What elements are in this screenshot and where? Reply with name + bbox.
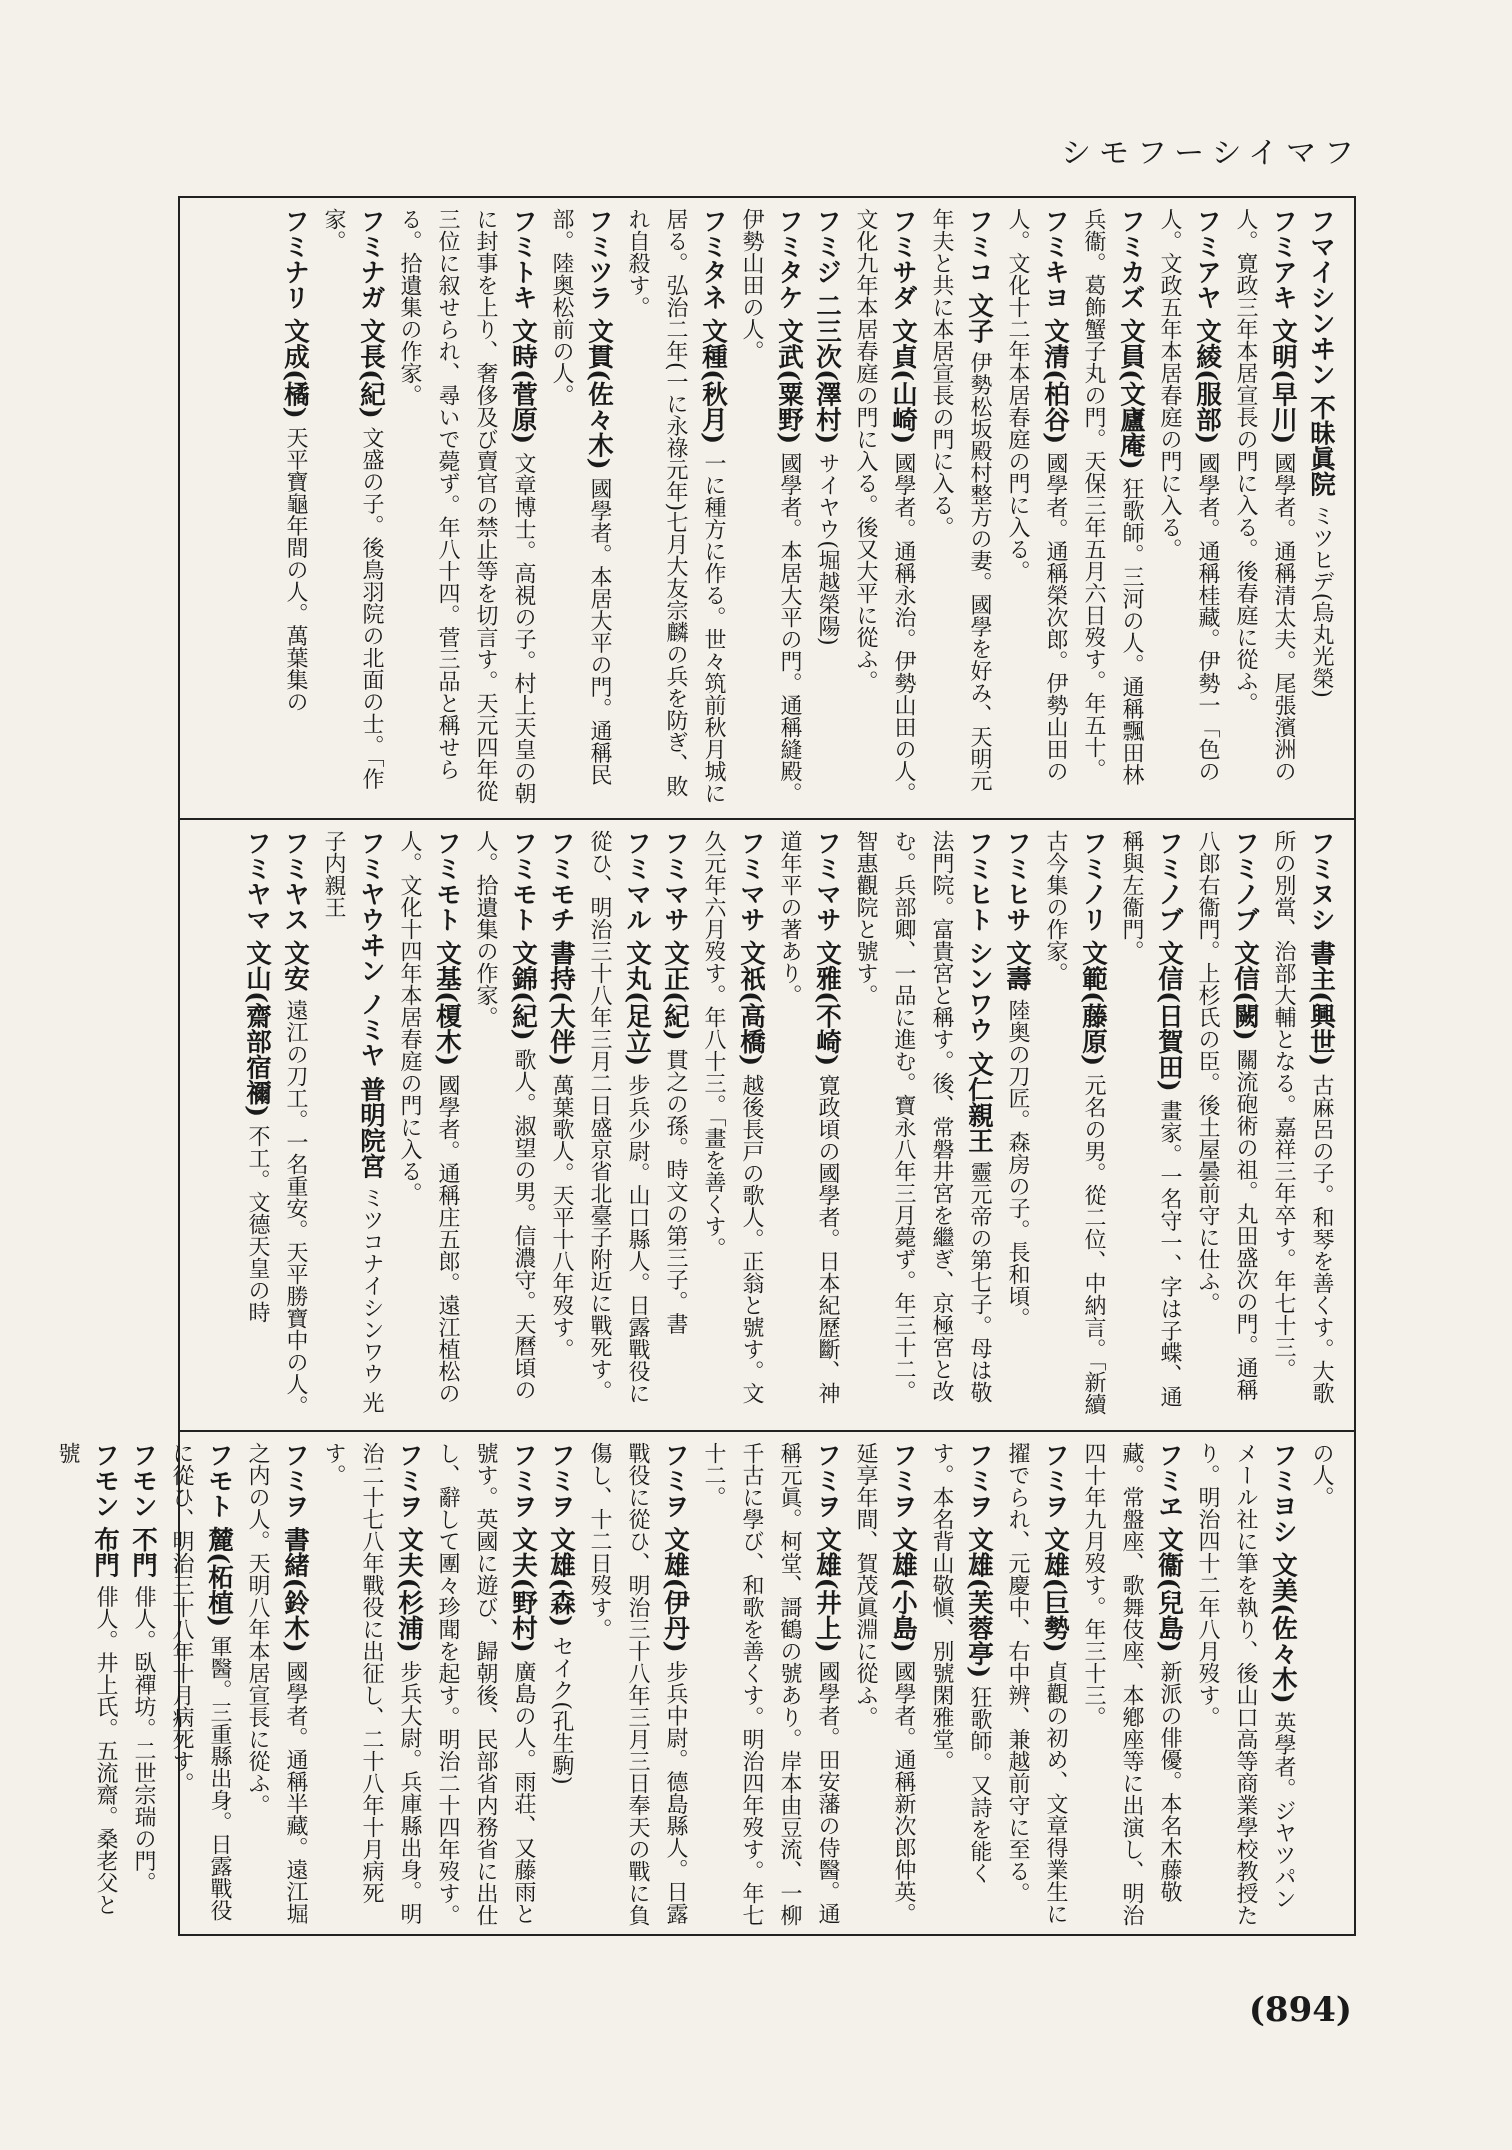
entry-name: 麓(柘植) (204, 1526, 234, 1628)
entry-description: 國學者。田安藩の侍醫。通稱元眞。柯堂、謌鶴の號あり。岸本由豆流、一柳千古に學び、和歌を善くす。明治四年歿す。年七十二。 (701, 1442, 840, 1926)
entry-name: 文貞(山崎) (888, 318, 918, 445)
entry-description: 畫家。一名守一、字は子蝶、通稱與左衞門。 (1119, 830, 1182, 1408)
entry-headword: フミヲ (280, 1442, 310, 1519)
entry-headword: フマイシンヰン (1306, 208, 1336, 387)
entry-headword: フミモト (508, 830, 538, 932)
entry-description: 國學者。本居大平の門。通稱民部。陸奥松前の人。 (549, 208, 612, 786)
entry-name: 文種(秋月) (698, 318, 728, 445)
entry-name: 文成(橘) (280, 318, 310, 419)
dictionary-entry (1226, 208, 1302, 806)
entry-headword: フミノブ (1154, 830, 1184, 932)
entry-headword: フミマル (622, 830, 652, 932)
entry-name: 文雄(伊丹) (660, 1526, 690, 1653)
entry-headword: フモン (90, 1442, 120, 1519)
dictionary-entry (1074, 208, 1150, 806)
entry-description: 國學者。通稱桂藏。伊勢一「色の人。文政五年本居春庭の門に入る。 (1157, 208, 1220, 783)
entry-name: 書主(興世) (1306, 940, 1336, 1067)
entry-description: 國學者。通稱新次郎仲英。延享年間、賀茂眞淵に從ふ。 (853, 1442, 916, 1925)
entry-description: 俳人。井上氏。五流齋。桑老父と號 (55, 1442, 118, 1916)
entry-description: ミツコナイシンワウ 光子内親王 (321, 830, 384, 1414)
entry-headword: フミモト (432, 830, 462, 932)
entry-description: 文盛の子。後鳥羽院の北面の士。「作家。 (321, 208, 384, 790)
dictionary-entry (1188, 1442, 1302, 1926)
entry-headword: フミヲ (546, 1442, 576, 1519)
dictionary-entry (808, 208, 846, 806)
entry-name: 文明(早川) (1268, 318, 1298, 445)
dictionary-entry (314, 830, 390, 1418)
dictionary-entry (276, 830, 314, 1418)
dictionary-entry (276, 208, 314, 806)
entry-description: 寛政頃の國學者。日本紀歷斷、神道年平の著あり。 (777, 830, 840, 1405)
entry-description: 萬葉歌人。天平十八年歿す。 (549, 1074, 574, 1361)
entry-name: 文信(日賀田) (1154, 940, 1184, 1092)
entry-headword: フミサダ (888, 208, 918, 310)
entry-description: 靈元帝の第七子。母は敬法門院。富貴宮と稱す。後、常磐井宮を繼ぎ、京極宮と改む。兵部卿、一品に進む。寶永八年三月薨ず。年三十二。智惠觀院と號す。 (853, 830, 992, 1404)
entry-headword: フミモチ (546, 830, 576, 932)
dictionary-entry (618, 208, 732, 806)
entry-headword: フモン (128, 1442, 158, 1519)
entry-name: 文祇(高橋) (736, 940, 766, 1067)
entry-name: 文時(菅原) (508, 318, 538, 445)
entry-headword: フミジ (812, 208, 842, 285)
dictionary-frame (55, 196, 1356, 1936)
entry-description: 英學者。ジヤツパンメール社に筆を執り、後山口高等商業學校教授たり。明治四十二年八月歿す。 (1195, 1442, 1296, 1926)
entry-headword: フミアヤ (1192, 208, 1222, 310)
entry-name: 文基(榎木) (432, 940, 462, 1067)
entry-headword: フミヤウヰン (356, 830, 386, 983)
entry-name: 文清(柏谷) (1040, 318, 1070, 445)
entry-headword: フミカズ (1116, 208, 1146, 310)
entry-description: 軍醫。三重縣出身。日露戰役に從ひ、明治三十八年十月病死す。 (169, 1442, 232, 1922)
entry-description: サイヤウ(堀越榮陽) (815, 452, 840, 646)
entry-name: 文山(齋部宿禰) (242, 940, 272, 1118)
dictionary-entry (998, 208, 1074, 806)
entry-name: 文美(佐々木) (1268, 1552, 1298, 1704)
entry-description: 狂歌師。三河の人。通稱飄田林兵衞。葛飾蟹子丸の門。天保三年五月六日歿す。年五十。 (1081, 208, 1144, 786)
dictionary-entry (1188, 830, 1264, 1418)
dictionary-entry (846, 830, 998, 1418)
entry-description: 越後長戸の歌人。正翁と號す。文久元年六月歿す。年八十三。「畫を善くす。 (701, 830, 764, 1405)
entry-description: 元名の男。從二位、中納言。「新續古今集の作家。 (1043, 830, 1106, 1416)
entry-description: 廣島の人。雨荘、又藤雨と號す。英國に遊び、歸朝後、民部省内務省に出仕し、辭して團々珍聞を起す。明治二十四年歿す。 (435, 1442, 536, 1926)
entry-headword: フミヤス (280, 830, 310, 932)
entry-name: 文範(藤原) (1078, 940, 1108, 1067)
entry-headword: フミヲ (394, 1442, 424, 1519)
entry-description: 國學者。本居大平の門。通稱縫殿。伊勢山田の人。 (739, 208, 802, 805)
entry-name: 文安 (280, 940, 310, 992)
entry-name: 文夫(野村) (508, 1526, 538, 1653)
entry-description: セイク(孔生駒) (549, 1635, 574, 1785)
entry-name: 布門 (90, 1526, 120, 1578)
entry-headword: フミナリ (280, 208, 310, 310)
entry-description: 文章博士。高視の子。村上天皇の朝に封事を上り、奢侈及び賣官の禁止等を切言す。天元四年從三位に叙せられ、尋いで薨ず。年八十四。菅三品と稱せらる。拾遺集の作家。 (397, 208, 536, 805)
running-header: シモフーシイマフ (1061, 136, 1362, 171)
entry-name: 不門 (128, 1526, 158, 1578)
dictionary-entry (770, 830, 846, 1418)
dictionary-entry (580, 1442, 694, 1926)
entry-description: 天平寶龜年間の人。萬葉集の (283, 426, 308, 713)
dictionary-entry (1302, 1442, 1340, 1926)
entry-headword: フモト (204, 1442, 234, 1519)
entry-description: 國學者。通稱半藏。遠江堀之内の人。天明八年本居宣長に從ふ。 (245, 1442, 308, 1925)
entry-description: 步兵少尉。山口縣人。日露戰役に從ひ、明治三十八年三月二日盛京省北臺子附近に戰死す。 (587, 830, 650, 1405)
dictionary-entry (1074, 1442, 1188, 1926)
entry-headword: フミタネ (698, 208, 728, 310)
entry-description: 關流砲術の祖。丸田盛次の門。通稱八郎右衞門。上杉氏の臣。後土屋曇前守に仕ふ。 (1195, 830, 1258, 1401)
section-1-text (180, 198, 1354, 816)
entry-headword: フミヲ (660, 1442, 690, 1519)
dictionary-entry (162, 1442, 238, 1926)
entry-name: 文雄(芙蓉亭) (964, 1526, 994, 1679)
entry-headword: フミヲ (964, 1442, 994, 1519)
entry-headword: フミノブ (1230, 830, 1260, 932)
entry-name: 文武(粟野) (774, 318, 804, 445)
dictionary-entry (1112, 830, 1188, 1418)
section-2 (180, 818, 1354, 1428)
dictionary-entry (48, 1442, 124, 1926)
entry-headword: フミマサ (736, 830, 766, 932)
entry-name: 文雄(巨勢) (1040, 1526, 1070, 1653)
entry-name: シンワウ 文仁親王 (964, 940, 994, 1153)
entry-description: 新派の俳優。本名木藤敬藏。常盤座、歌舞伎座、本鄕座等に出演し、明治四十年九月歿す。年三十三。 (1081, 1442, 1182, 1926)
dictionary-entry (466, 830, 542, 1418)
entry-description: 國學者。通稱榮次郎。伊勢山田の人。文化十二年本居春庭の門に入る。 (1005, 208, 1068, 783)
dictionary-entry (1150, 208, 1226, 806)
entry-headword: フミヒト (964, 830, 994, 932)
entry-headword: フミマサ (660, 830, 690, 932)
entry-headword: フミタケ (774, 208, 804, 310)
entry-description: 俳人。臥禪坊。二世宗瑞の門。 (131, 1585, 156, 1894)
entry-name: 文正(紀) (660, 940, 690, 1041)
entry-description: 國學者。通稱庄五郎。遠江植松の人。文化十四年本居春庭の門に入る。 (397, 830, 460, 1405)
entry-description: 歌人。淑望の男。信濃守。天曆頃の人。拾遺集の作家。 (473, 830, 536, 1401)
entry-headword: フミヌシ (1306, 830, 1336, 932)
dictionary-entry (238, 830, 276, 1418)
entry-description: 伊勢松坂殿村整方の妻。國學を好み、天明元年夫と共に本居宣長の門に入る。 (929, 208, 992, 792)
dictionary-entry (238, 1442, 314, 1926)
entry-description: 步兵大尉。兵庫縣出身。明治二十七八年戰役に出征し、二十八年十月病死す。 (321, 1442, 422, 1925)
dictionary-entry (1264, 830, 1340, 1418)
entry-name: 書緒(鈴木) (280, 1526, 310, 1653)
entry-name: 文衞(兒島) (1154, 1526, 1184, 1653)
entry-headword: フミヲ (1040, 1442, 1070, 1519)
entry-description: 遠江の刀工。一名重安。天平勝寶中の人。 (283, 999, 308, 1418)
entry-name: 文壽 (1002, 940, 1032, 992)
entry-headword: フミトキ (508, 208, 538, 310)
entry-description: 國學者。通稱清太夫。尾張濱洲の人。寛政三年本居宣長の門に入る。後春庭に從ふ。 (1233, 208, 1296, 783)
dictionary-entry (1036, 830, 1112, 1418)
entry-name: 文員(文廬庵) (1116, 318, 1146, 470)
entry-description: ミツヒデ(烏丸光榮) (1309, 504, 1334, 698)
entry-headword: フミキヨ (1040, 208, 1070, 310)
dictionary-entry (124, 1442, 162, 1926)
entry-description: 國學者。通稱永治。伊勢山田の人。文化九年本居春庭の門に入る。後又大平に從ふ。 (853, 208, 916, 805)
entry-name: 文雄(小島) (888, 1526, 918, 1653)
entry-name: ノミヤ 普明院宮 (356, 991, 386, 1179)
entry-description: 步兵中尉。德島縣人。日露戰役に從ひ、明治三十八年三月三日奉天の戰に負傷し、十二日歿す。 (587, 1442, 688, 1926)
entry-description: 貞觀の初め、文章得業生に擢でられ、元慶中、右中辨、兼越前守に至る。 (1005, 1442, 1068, 1925)
entry-name: 文雄(井上) (812, 1526, 842, 1653)
dictionary-entry (314, 208, 390, 806)
entry-name: 文雄(森) (546, 1526, 576, 1628)
section-3 (55, 1430, 1354, 1936)
entry-headword: フミコ (964, 208, 994, 285)
dictionary-entry (542, 208, 618, 806)
entry-headword: フミヒサ (1002, 830, 1032, 932)
entry-headword: フミヱ (1154, 1442, 1184, 1519)
dictionary-entry (542, 1442, 580, 1926)
dictionary-entry (846, 1442, 922, 1926)
entry-headword: フミナガ (356, 208, 386, 310)
section-1 (180, 198, 1354, 816)
entry-headword: フミヤマ (242, 830, 272, 932)
entry-name: 文夫(杉浦) (394, 1526, 424, 1653)
entry-headword: フミツラ (584, 208, 614, 310)
entry-description: 陸奥の刀匠。森房の子。長和頃。 (1005, 999, 1030, 1330)
section-3-text (55, 1432, 1354, 1936)
dictionary-entry (922, 208, 998, 806)
entry-name: 不昧眞院 (1306, 394, 1336, 497)
entry-description: 不工。文德天皇の時 (245, 1125, 270, 1324)
dictionary-entry (656, 830, 694, 1418)
page-number: (894) (1248, 1990, 1352, 2030)
dictionary-entry (732, 208, 808, 806)
dictionary-entry (580, 830, 656, 1418)
entry-name: 文長(紀) (356, 318, 386, 419)
entry-name: 文綾(服部) (1192, 318, 1222, 445)
dictionary-entry (390, 208, 542, 806)
entry-headword: フミノリ (1078, 830, 1108, 932)
entry-description: 古麻呂の子。和琴を善くす。大歌所の別當、治部大輔となる。嘉祥三年卒す。年七十三。 (1271, 830, 1334, 1405)
entry-headword: フミヲ (812, 1442, 842, 1519)
entry-headword: フミヲ (888, 1442, 918, 1519)
entry-headword: フミヨシ (1268, 1442, 1298, 1544)
entry-name: 文雅(不崎) (812, 940, 842, 1067)
entry-description: 貫之の孫。時文の第三子。書 (663, 1048, 688, 1335)
entry-name: 書持(大伴) (546, 940, 576, 1067)
dictionary-entry (428, 1442, 542, 1926)
entry-headword: フミアキ (1268, 208, 1298, 310)
entry-name: 文子 (964, 292, 994, 344)
dictionary-entry (998, 1442, 1074, 1926)
dictionary-entry (922, 1442, 998, 1926)
dictionary-entry (998, 830, 1036, 1418)
entry-headword: フミヲ (508, 1442, 538, 1519)
dictionary-entry (1302, 208, 1340, 806)
entry-name: 二三次(澤村) (812, 292, 842, 445)
entry-name: 文信(闕) (1230, 940, 1260, 1041)
entry-description: 一に種方に作る。世々筑前秋月城に居る。弘治二年(一に永祿元年)七月大友宗麟の兵を防ぎ、敗れ自殺す。 (625, 208, 726, 805)
entry-description: の人。 (1309, 1442, 1334, 1508)
dictionary-entry (694, 1442, 846, 1926)
dictionary-entry (846, 208, 922, 806)
dictionary-entry (314, 1442, 428, 1926)
dictionary-entry (542, 830, 580, 1418)
dictionary-entry (694, 830, 770, 1418)
dictionary-entry (390, 830, 466, 1418)
entry-name: 文丸(足立) (622, 940, 652, 1067)
section-2-text (180, 820, 1354, 1428)
entry-name: 文貫(佐々木) (584, 318, 614, 470)
entry-description: 狂歌師。又詩を能くす。本名背山敬愼、別號閑雅堂。 (929, 1442, 992, 1885)
entry-headword: フミマサ (812, 830, 842, 932)
entry-name: 文錦(紀) (508, 940, 538, 1041)
